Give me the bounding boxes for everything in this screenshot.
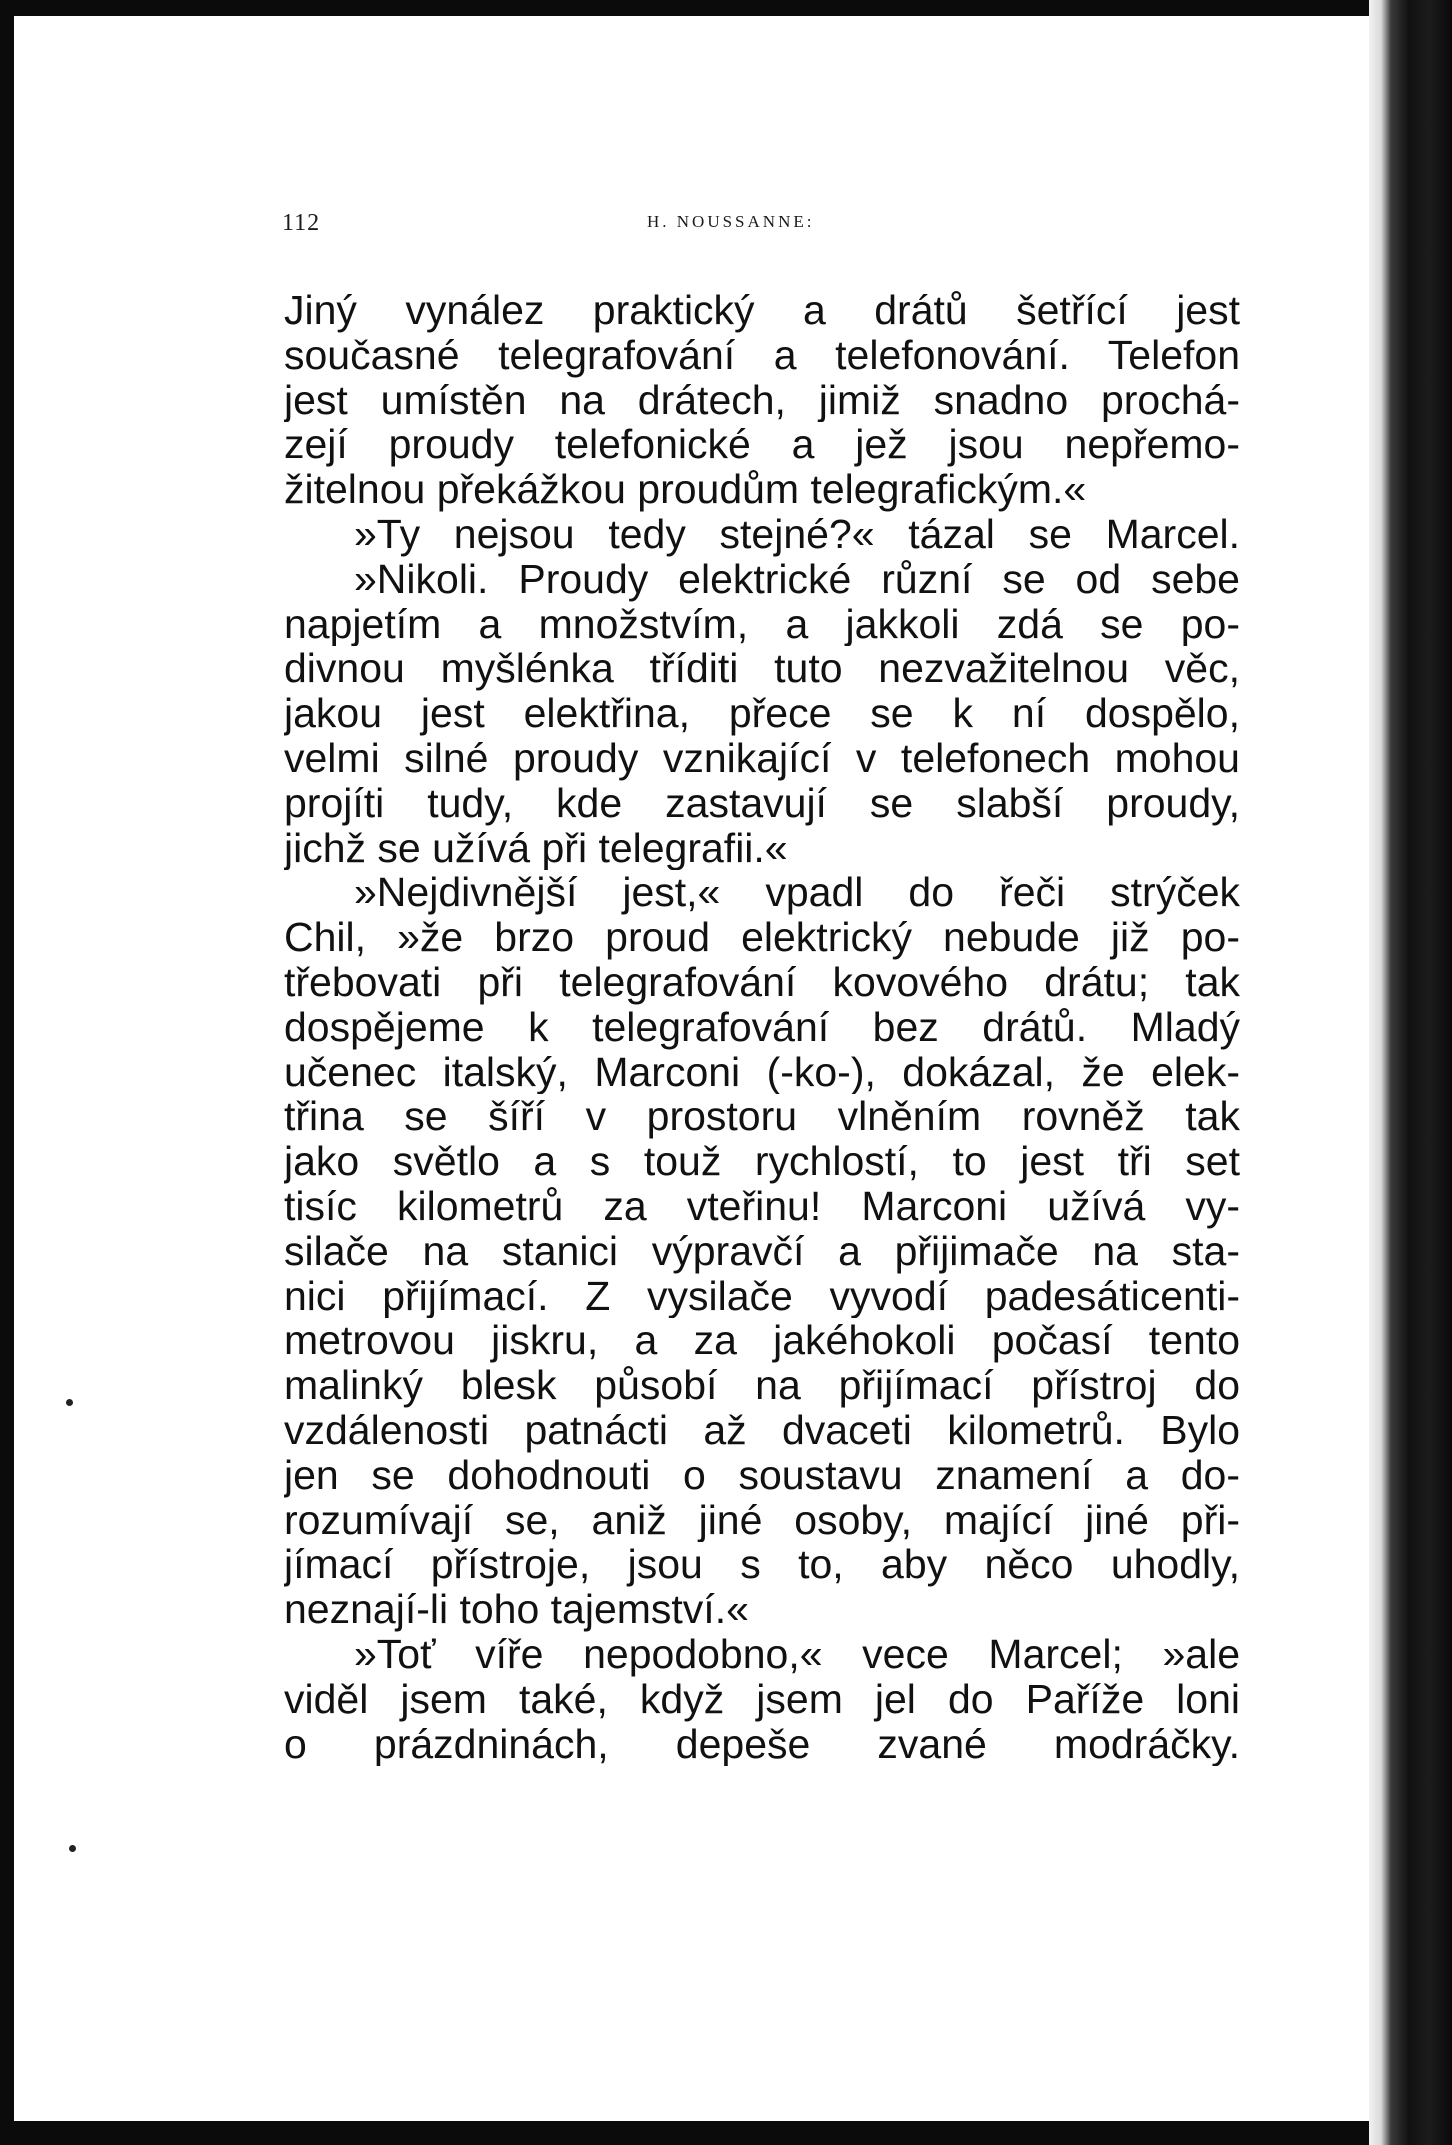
- text-line: třina se šíří v prostoru vlněním rovněž tak: [284, 1094, 1240, 1140]
- text-line: jichž se užívá při telegrafii.«: [284, 825, 788, 871]
- running-head: H. NOUSSANNE:: [647, 212, 815, 231]
- text-line: Chil, »že brzo proud elektrický nebude již po-: [284, 915, 1240, 960]
- text-line: Jiný vynález praktický a drátů šetřící jest: [284, 288, 1240, 333]
- text-line: metrovou jiskru, a za jakéhokoli počasí tento: [284, 1318, 1240, 1364]
- text-line: jako světlo a s touž rychlostí, to jest tři set: [284, 1139, 1240, 1184]
- text-line: divnou myšlénka tříditi tuto nezvažitelnou věc,: [284, 646, 1240, 692]
- text-line: »Ty nejsou tedy stejné?« tázal se Marcel.: [354, 511, 1240, 557]
- text-line: »Nejdivnější jest,« vpadl do řeči strýček: [354, 870, 1240, 916]
- text-line: viděl jsem také, když jsem jel do Paříže loni: [284, 1676, 1240, 1722]
- text-line: napjetím a množstvím, a jakkoli zdá se po-: [284, 601, 1240, 647]
- text-line: projíti tudy, kde zastavují se slabší proudy,: [284, 780, 1240, 826]
- scan-speck: [69, 1845, 76, 1852]
- text-line: o prázdninách, depeše zvané modráčky.: [284, 1721, 1240, 1767]
- text-line: jakou jest elektřina, přece se k ní dospělo,: [284, 691, 1240, 736]
- text-line: současné telegrafování a telefonování. Telefon: [284, 332, 1240, 378]
- text-line: zejí proudy telefonické a jež jsou nepřemo-: [284, 422, 1240, 468]
- text-line: neznají-li toho tajemství.«: [284, 1587, 749, 1632]
- text-line: dospějeme k telegrafování bez drátů. Mladý: [284, 1004, 1240, 1050]
- text-line: malinký blesk působí na přijímací přístroj do: [284, 1363, 1240, 1408]
- body-text: [284, 288, 1240, 1766]
- text-line: jen se dohodnouti o soustavu znamení a do-: [284, 1452, 1240, 1498]
- page-number: 112: [282, 210, 321, 236]
- text-line: učenec italský, Marconi (-ko-), dokázal, že elek-: [284, 1049, 1240, 1095]
- book-binding-edge: [1369, 0, 1452, 2145]
- text-line: žitelnou překážkou proudům telegrafickým.«: [284, 467, 1087, 512]
- text-line: velmi silné proudy vznikající v telefonech mohou: [284, 735, 1240, 781]
- text-line: jest umístěn na drátech, jimiž snadno prochá-: [284, 377, 1240, 423]
- text-line: silače na stanici výpravčí a přijimače na sta-: [284, 1228, 1240, 1274]
- text-line: nici přijímací. Z vysilače vyvodí padesáticenti-: [284, 1273, 1240, 1319]
- text-line: vzdálenosti patnácti až dvaceti kilometrů. Bylo: [284, 1407, 1240, 1453]
- page-header: [282, 210, 1242, 246]
- text-line: rozumívají se, aniž jiné osoby, mající jiné při-: [284, 1497, 1240, 1543]
- text-line: »Toť víře nepodobno,« vece Marcel; »ale: [354, 1631, 1240, 1677]
- text-line: tisíc kilometrů za vteřinu! Marconi užívá vy-: [284, 1183, 1240, 1229]
- text-line: »Nikoli. Proudy elektrické různí se od sebe: [354, 556, 1240, 602]
- scan-speck: [66, 1399, 73, 1406]
- text-line: třebovati při telegrafování kovového drátu; tak: [284, 959, 1240, 1005]
- text-line: jímací přístroje, jsou s to, aby něco uhodly,: [284, 1542, 1240, 1588]
